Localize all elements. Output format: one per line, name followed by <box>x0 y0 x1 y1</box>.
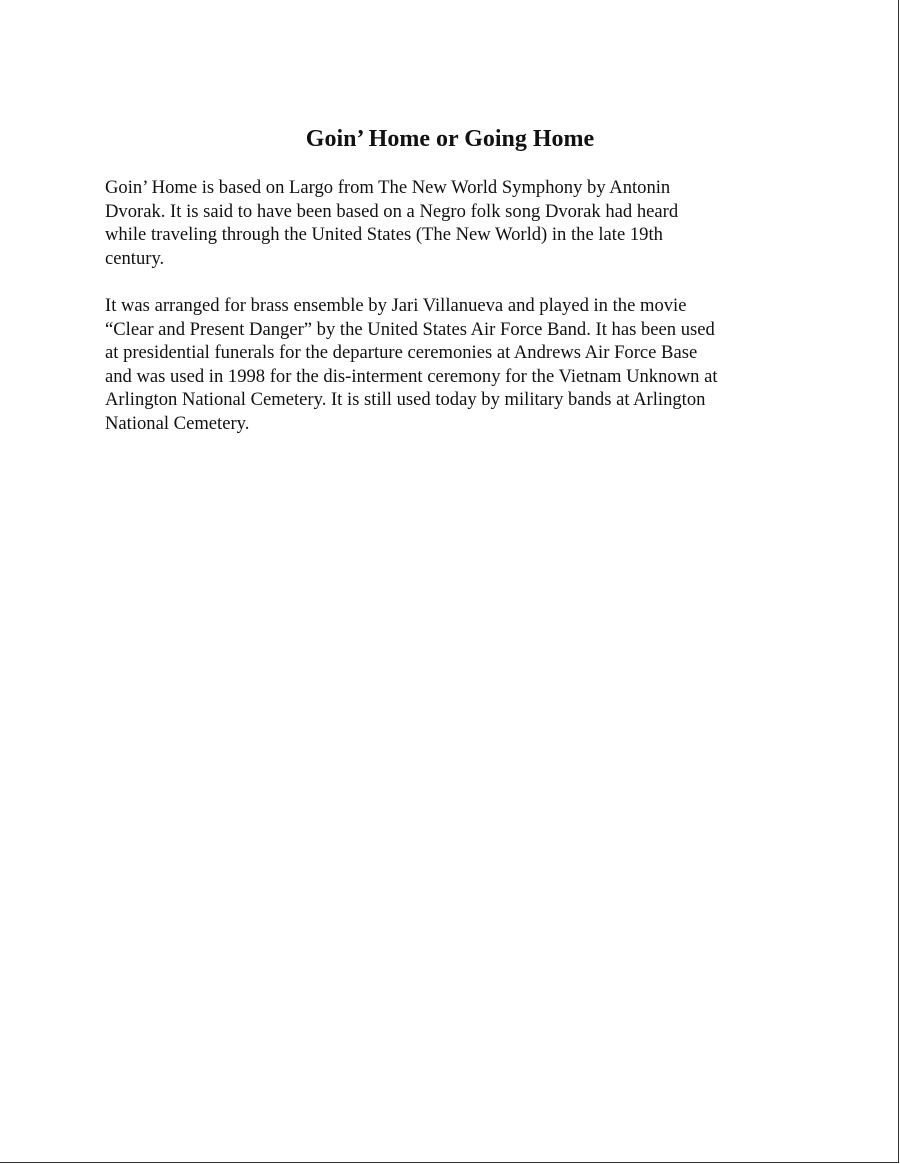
paragraph-arrangement: It was arranged for brass ensemble by Jari Villanueva and played in the movie “Clear and Present Danger” by the United States Air Force Band. It has been used at presidential funerals for the departure ceremonies at Andrews Air Force Base and was used in 1998 for the dis-interment ceremony for the Vietnam Unknown at Arlington National Cemetery. It is still used today by military bands at Arlington National Cemetery. <box>105 295 718 434</box>
paragraph-history: Goin’ Home is based on Largo from The New World Symphony by Antonin Dvorak. It is said to have been based on a Negro folk song Dvorak had heard while traveling through the United States (The New World) in the late 19th century. <box>105 177 679 269</box>
document-title: Goin’ Home or Going Home <box>305 126 595 152</box>
